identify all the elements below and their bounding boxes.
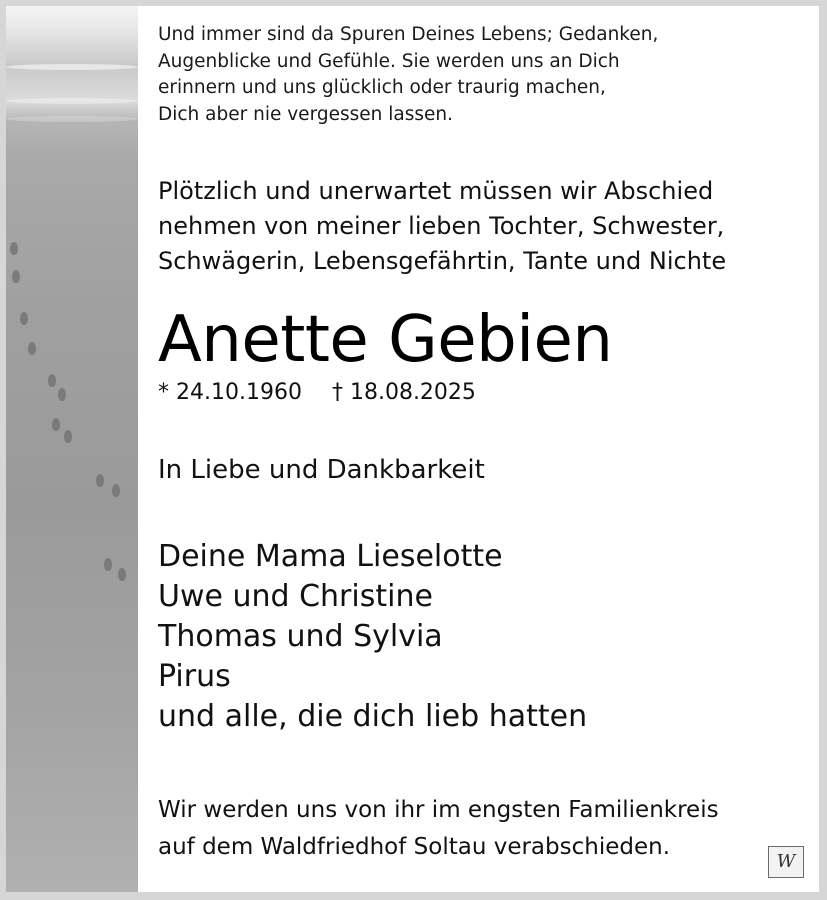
death-date: † 18.08.2025 (331, 380, 476, 405)
life-dates (158, 378, 476, 408)
mourner-entry: Deine Mama Lieselotte (158, 539, 503, 574)
beach-footprints-photo (6, 6, 138, 892)
wave-line (6, 116, 138, 122)
intro-line: erinnern und uns glücklich oder traurig machen, (158, 77, 606, 98)
dedication-line: In Liebe und Dankbarkeit (158, 455, 485, 485)
footprint (20, 312, 28, 325)
intro-poem (158, 22, 658, 128)
intro-line: Dich aber nie vergessen lassen. (158, 103, 453, 125)
intro-line: Augenblicke und Gefühle. Sie werden uns an Dich (158, 50, 620, 72)
mourners-list (158, 537, 587, 737)
deceased-name: Anette Gebien (158, 303, 613, 377)
footprint (96, 474, 104, 487)
announcement-text (158, 174, 726, 279)
footprint (28, 342, 36, 355)
announcement-line: Plötzlich und unerwartet müssen wir Abschied (158, 177, 714, 205)
announcement-line: nehmen von meiner lieben Tochter, Schwester, (158, 212, 725, 240)
footprint (12, 270, 20, 283)
footprint (118, 568, 126, 581)
footprint (104, 558, 112, 571)
mourner-entry: Thomas und Sylvia (158, 619, 443, 654)
publisher-logo: W (768, 846, 804, 878)
intro-line: Und immer sind da Spuren Deines Lebens; Gedanken, (158, 24, 659, 45)
funeral-note (158, 792, 719, 866)
obituary-notice (6, 6, 819, 892)
footprint (112, 484, 120, 497)
footprint (52, 418, 60, 431)
wave-line (6, 98, 138, 104)
mourner-entry: Pirus (158, 659, 231, 694)
funeral-note-line: Wir werden uns von ihr im engsten Familienkreis (158, 797, 719, 823)
birth-date: * 24.10.1960 (158, 380, 302, 405)
footprint (64, 430, 72, 443)
wave-line (6, 64, 138, 70)
footprint (48, 374, 56, 387)
footprint (58, 388, 66, 401)
footprint (10, 242, 18, 255)
funeral-note-line: auf dem Waldfriedhof Soltau verabschieden. (158, 834, 671, 860)
announcement-line: Schwägerin, Lebensgefährtin, Tante und Nichte (158, 247, 727, 275)
mourner-entry: Uwe und Christine (158, 579, 433, 614)
mourner-entry: und alle, die dich lieb hatten (158, 699, 588, 734)
